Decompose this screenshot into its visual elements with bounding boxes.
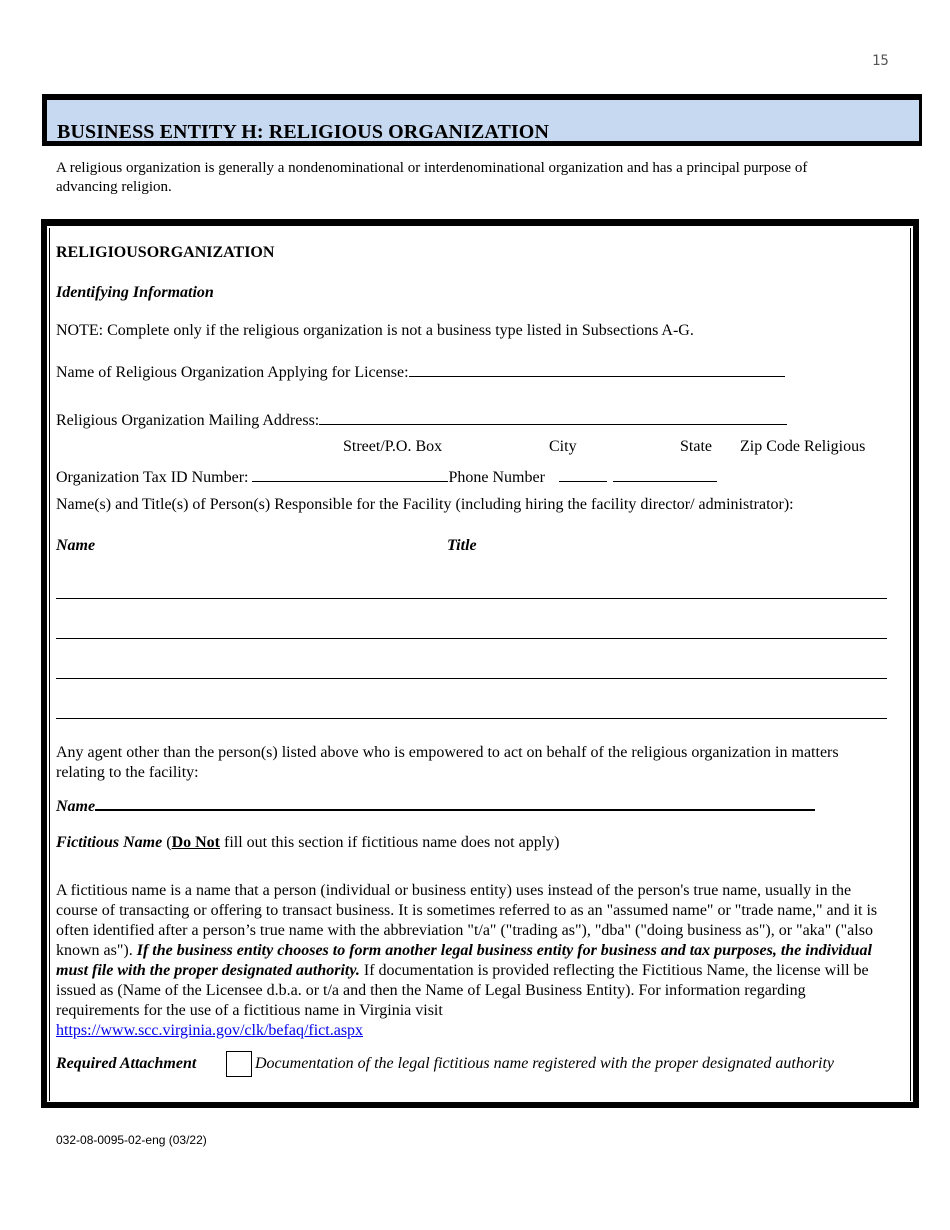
form-heading: RELIGIOUSORGANIZATION bbox=[56, 244, 275, 261]
fictitious-label: Fictitious Name bbox=[56, 834, 163, 851]
responsible-line-2[interactable] bbox=[56, 638, 887, 639]
responsible-line-3[interactable] bbox=[56, 678, 887, 679]
fictitious-link[interactable]: https://www.scc.virginia.gov/clk/befaq/fict.aspx bbox=[56, 1022, 364, 1039]
tax-id-row bbox=[56, 467, 717, 487]
org-name-label: Name of Religious Organization Applying for License: bbox=[56, 364, 409, 381]
form-number-footer: 032-08-0095-02-eng (03/22) bbox=[56, 1133, 207, 1147]
agent-name-field[interactable] bbox=[95, 795, 815, 811]
column-title-header: Title bbox=[447, 537, 477, 554]
fictitious-para-part1: A fictitious name is a name that a person (individual or business entity) uses instead of the person's true name, usually in the course of transacting or offering to transact business. It is sometimes referred to as an "assumed name" or "trade name," and it is often identified after a person’s true name with the abbreviation "t/a" ("trading as"), "dba" ("doing business as"), or "aka" ("also known as"). bbox=[56, 882, 878, 959]
attachment-checkbox[interactable] bbox=[226, 1051, 252, 1077]
agent-name-label: Name bbox=[56, 798, 96, 815]
fictitious-para-part2: If documentation is provided reflecting the Fictitious Name, the license will be issued as (Name of the Licensee d.b.a. or t/a and then the Name of Legal Business Entity). For information regarding requirements for the use of a fictitious name in Virginia visit bbox=[56, 962, 869, 1019]
caption-state: State bbox=[680, 438, 712, 455]
agent-text: Any agent other than the person(s) listed above who is empowered to act on behalf of the religious organization in matters relating to the facility: bbox=[56, 744, 839, 781]
do-not-text: Do Not bbox=[171, 834, 220, 851]
responsible-persons-label: Name(s) and Title(s) of Person(s) Responsible for the Facility (including hiring the facility director/ administrator): bbox=[56, 496, 794, 513]
phone-area-field[interactable] bbox=[559, 467, 607, 482]
fictitious-instructions: fill out this section if fictitious name does not apply) bbox=[220, 834, 560, 851]
fictitious-paren: ( bbox=[166, 834, 172, 851]
phone-label: Phone Number bbox=[448, 469, 545, 486]
mailing-address-label: Religious Organization Mailing Address: bbox=[56, 412, 320, 429]
identifying-info-label: Identifying Information bbox=[56, 284, 214, 301]
caption-city: City bbox=[549, 438, 577, 455]
phone-number-field[interactable] bbox=[613, 467, 717, 482]
section-title: BUSINESS ENTITY H: RELIGIOUS ORGANIZATION bbox=[57, 121, 549, 143]
agent-name-row bbox=[56, 795, 815, 816]
caption-street: Street/P.O. Box bbox=[343, 438, 443, 455]
page-number: 15 bbox=[872, 53, 889, 69]
fictitious-para-bold: If the business entity chooses to form another legal business entity for business and tax purposes, the individual must file with the proper designated authority. bbox=[56, 942, 872, 979]
caption-zip: Zip Code Religious bbox=[740, 438, 866, 455]
fictitious-heading bbox=[56, 834, 560, 852]
note-text: NOTE: Complete only if the religious organization is not a business type listed in Subsections A-G. bbox=[56, 322, 694, 339]
required-attachment-label: Required Attachment bbox=[56, 1055, 197, 1072]
attachment-description: Documentation of the legal fictitious name registered with the proper designated authority bbox=[255, 1055, 835, 1072]
tax-id-label: Organization Tax ID Number: bbox=[56, 469, 249, 486]
section-intro: A religious organization is generally a nondenominational or interdenominational organization and has a principal purpose of advancing religion. bbox=[56, 160, 808, 195]
mailing-address-field[interactable] bbox=[319, 410, 787, 425]
responsible-line-1[interactable] bbox=[56, 598, 887, 599]
org-name-field[interactable] bbox=[409, 362, 785, 377]
mailing-address-row bbox=[56, 410, 787, 430]
tax-id-field[interactable] bbox=[252, 467, 448, 482]
responsible-line-4[interactable] bbox=[56, 718, 887, 719]
column-name-header: Name bbox=[56, 537, 96, 554]
org-name-row bbox=[56, 362, 785, 382]
fictitious-paragraph bbox=[56, 881, 888, 1041]
